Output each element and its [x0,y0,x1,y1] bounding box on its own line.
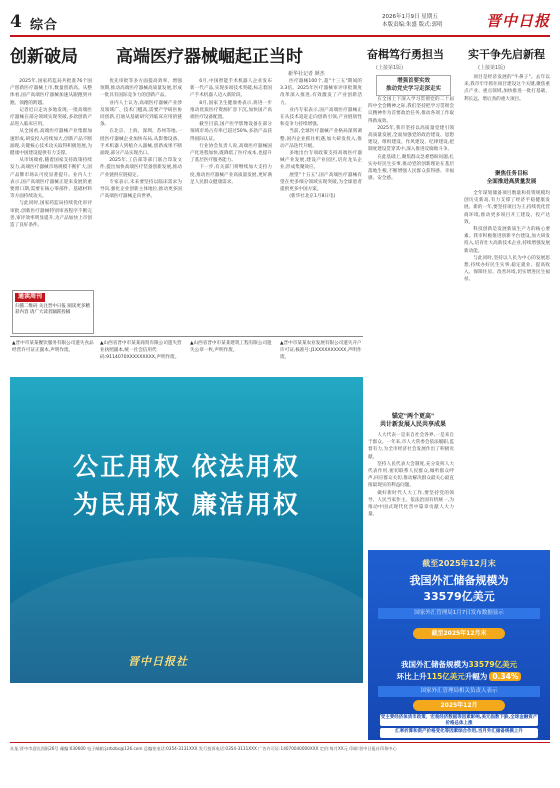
page-number: 4 [10,12,22,32]
article-paragraph: 在北京、上海、深圳、苏州等地,一批医疗器械企业加快布局,从影像设备、手术机器人到植介入器械,创新成果不断涌现,部分产品实现出口。 [100,129,182,157]
article-paragraph: 在此基础上,聚焦群众急难愁盼问题,扎实办好民生实事,推动党的创新理论在基层落地生根,不断增强人民群众获得感、幸福感、安全感。 [368,154,454,182]
newspaper-logo: 晋中日报 [485,12,550,30]
side-column-left-lower [368,432,454,546]
article-column-3 [190,78,272,334]
side-column-right-lower [464,190,550,546]
masthead [10,12,550,34]
side-column-left [368,96,454,410]
fx-explanation-card: 受主要经济体货币政策、宏观经济数据等因素影响,美元指数下跌,全球金融资产价格总体上涨 [380,715,538,726]
fx-change-line [368,671,550,682]
article-paragraph: 8月,国家卫生健康委表示,将进一步推动优质医疗资源扩容下沉,加快国产高端医疗设备配置。 [190,100,272,121]
article-paragraph: 从全国看,高端医疗器械产业集群加速形成,研发投入持续加大,创新产品不断涌现,关键核心技术攻关取得积极进展,为健康中国建设提供有力支撑。 [10,129,92,157]
fx-scale-label: 我国外汇储备规模为 [400,660,469,669]
side-subheading: 增强首要实效 推动党史学习走深走实 [376,75,451,96]
fx-main-value: 33579亿美元 [423,590,495,603]
main-headline [10,42,362,70]
article-paragraph: 6月,中国智能手术机器人企业发布新一代产品,实现多项技术突破,标志着国产手术机器人迈入新阶段。 [190,79,272,99]
article-paragraph: 人大代表一是来自社会各界,一是来自于群众。一年来,市人大常委会依法履职,监督有力,为全市经济社会发展作出了积极贡献。 [368,433,454,460]
page-footer: 社址:晋中市迎宾西街26号 邮编:030600 电子邮箱:jzrbzbs@126.com 总编室电话:0354-3131XXX 发行投诉电话:0354-3131XXX 广告许可证:14070040000XXX 定价:每月XX元 印刷:晋中日报社印务中心 [10,746,397,751]
fx-date-pill: 截至2025年12月末 [413,628,505,639]
article-paragraph: 当前,全球医疗器械产业格局深刻调整,国内企业抓住机遇,加大研发投入,推动产品迭代升级。 [280,129,362,149]
side-subheading: 锚定"两个更高" 共计新发展人民共享成果 [379,413,446,428]
section-name: 综合 [30,18,59,33]
headline-kicker: 创新破局 [10,47,78,67]
article-paragraph: 在全国上下深入学习贯彻党的二十届四中全会精神之际,我们坚持把学习贯彻会议精神作为首要政治任务,推动各项工作取得新成效。 [368,97,454,124]
side-column-right-upper [464,74,550,168]
article-paragraph: 记者近日走访多地发现,一批高端医疗器械在部分领域实现突破,多款创新产品进入临床应用。 [10,107,92,128]
banner-slogan-line1: 公正用权 依法用权 [73,452,300,481]
article-paragraph: 下一步,有关部门将继续加大支持力度,推动医疗器械产业高质量发展,更好满足人民群众健康需求。 [190,165,272,185]
fx-reserve-infographic [368,550,550,740]
masthead-rule [10,35,550,37]
side-subheading: 聚焦任务目标 全面推进高质量发展 [486,171,537,185]
article-paragraph: (新华社北京1月8日电) [289,194,336,200]
fx-scale-value: 33579亿美元 [468,660,518,669]
fx-month-pill: 2025年12月 [413,700,505,711]
article-paragraph: 优先审批等多方面提高效率、增强预期,推动高端医疗器械高质量发展,形成一批具有国际竞争力的创新产品。 [100,79,182,99]
side-article-title-left: 奋楫笃行勇担当 [367,48,444,61]
article-column-2 [100,78,182,334]
ads-divider [10,336,363,337]
scan-box [12,290,94,334]
footer-rule [10,742,550,743]
continued-note: (上接第1版) [478,65,506,71]
article-paragraph: 2025年,国家药监局共批准76个国产创新医疗器械上市,数量创新高。从整体看,国产高端医疗器械加速从跟跑到并跑、领跑的跨越。 [10,79,92,106]
article-paragraph: 多地出台专项政策支持高端医疗器械产业发展,建设产业园区,培育龙头企业,形成集聚效应。 [280,151,362,171]
editor-line: 本版责编:朱盛 版式:郭明 [382,22,443,28]
fx-change-label: 环比上升 [396,672,427,681]
notice-ad: ▲山西省晋中市某某商贸有限公司遗失营业执照副本,统一社会信用代码:9114070XXXXXXXXX,声明作废。 [100,341,182,360]
fx-rate-badge: 0.34% [489,672,521,681]
scan-box-heading: 通读周刊 [15,293,45,302]
side-article-title-right: 实干争先启新程 [468,48,545,61]
article-paragraph: 业内专家表示,国产高端医疗器械正在从技术追赶走向创新引领,产业链韧性和竞争力持续增强。 [280,107,362,128]
article-paragraph: 坚持人民代表大会制度,充分发挥人大代表作用,密切联系人民群众,倾听群众呼声,回应群众关切,推动解决群众最关心最直接最现实的利益问题。 [368,461,454,489]
article-paragraph: 2025年,我市坚持以高质量党建引领高质量发展,全面加强党的政治建设、思想建设、组织建设、作风建设、纪律建设,把制度建设贯穿其中,深入推进反腐败斗争。 [368,125,454,153]
article-paragraph: 全年谋划储备项目数量和投资规模均创历史新高,有力支撑了经济平稳健康发展。新的一年,要坚持项目为王,持续优化营商环境,推动更多项目开工建设、投产达效。 [464,191,550,225]
headline-title: 高端医疗器械崛起正当时 [116,47,303,67]
article-paragraph: 行业协会负责人说,高端医疗器械国产化进程加快,既降低了医疗成本,也提升了基层医疗服务能力。 [190,143,272,164]
article-paragraph: 项目是经济发展的"牛鼻子"。去年以来,我市牢牢抓住项目建设这个关键,聚焦重点产业、重点领域,加快推进一批打基础、利长远、增后劲的重大项目。 [464,75,550,102]
article-paragraph: 2025年,工信部等部门联合印发文件,提出加快高端医疗装备创新发展,推动产业链供应链稳定。 [100,158,182,178]
article-column-1 [10,78,92,288]
fx-main-heading: 我国外汇储备规模为 [409,574,509,587]
notice-ad: ▲山西省晋中市某某建筑工程有限公司遗失公章一枚,声明作废。 [190,341,272,353]
date-line: 2026年1月9日 星期五 [382,14,438,20]
banner-publisher: 晋中日报社 [128,655,188,668]
article-byline: 新华社记者 颜杰 [288,71,325,77]
fx-scale-line [368,659,550,670]
article-column-4 [280,78,362,334]
fx-change-value: 115亿美元 [426,672,465,681]
fx-date-heading: 截至2025年12月末 [422,559,496,568]
article-paragraph: 截至目前,国产医学影像设备在部分领域市场占有率已超过50%,多款产品获得国际认证。 [190,122,272,142]
article-paragraph: 科技创新是发展新质生产力的核心要素。我市积极推进创新平台建设,加大研发投入,培育壮大高新技术企业,持续增强发展新动能。 [464,227,550,254]
date-block [382,13,460,29]
continued-note: (上接第1版) [376,65,404,71]
banner-slogan-line2: 为民用权 廉洁用权 [73,490,300,519]
scan-box-text: 扫描二维码 关注晋中日报 阅读更多精彩内容 请广大读者踊跃投稿 [15,303,90,315]
notice-ad: ▲晋中市某某农业发展有限公司遗失开户许可证,核准号:J1XXXXXXXXXX,声明作废。 [280,341,362,360]
article-paragraph: 业内人士认为,高端医疗器械产业涉及领域广、技术门槛高,需要产学研医协同创新,打通从基础研究到临床应用的链条。 [100,100,182,128]
fx-official-band: 国家外汇管理局相关负责人表示 [378,686,540,697]
fx-explanation-card: 汇率折算和资产价格变化等因素综合作用,当月外汇储备规模上升 [380,728,538,738]
article-paragraph: 与此同时,坚持以人民为中心的发展思想,持续办好民生实事,稳定就业、提高收入、保障住房、改善环境,切实增进民生福祉。 [464,255,550,283]
article-paragraph: 展望"十五五",国产高端医疗器械有望在更多细分领域实现突破,为全球患者提供更多中国方案。 [280,172,362,193]
integrity-banner [10,377,363,683]
article-paragraph: 与此同时,国家药监局持续优化审评审批,创新医疗器械特别审查程序不断完善,审评效率明显提升,为产品加快上市创造了良好条件。 [10,201,92,229]
article-paragraph: 从市场端看,随着国家支持政策持续发力,高端医疗器械市场规模不断扩大,国产品牌市场认可度显著提升。业内人士表示,国产高端医疗器械正迎来发展的重要窗口期,需要在核心零部件、基础材料等方面持续攻关。 [10,158,92,200]
notice-ad: ▲晋中市某某餐饮服务有限公司遗失食品经营许可证正副本,声明作废。 [12,341,94,353]
fx-rate-label: 升幅为 [464,672,488,681]
fx-source-band: 国家外汇管理局1月7日发布数据显示 [378,608,540,619]
article-paragraph: 医疗器械100个,超"十三五"期间的3.3倍。2025年医疗器械审评审批制度改革深入推进,有效激发了产业创新活力。 [280,79,362,106]
article-paragraph: 专家表示,未来要坚持以临床需求为导向,强化企业创新主体地位,推动更多国产高端医疗器械走向世界。 [100,179,182,200]
article-paragraph: 做好新时代人大工作,要坚持党的领导、人民当家作主、依法治国有机统一,为推动中国式现代化晋中篇章贡献人大力量。 [368,490,454,518]
